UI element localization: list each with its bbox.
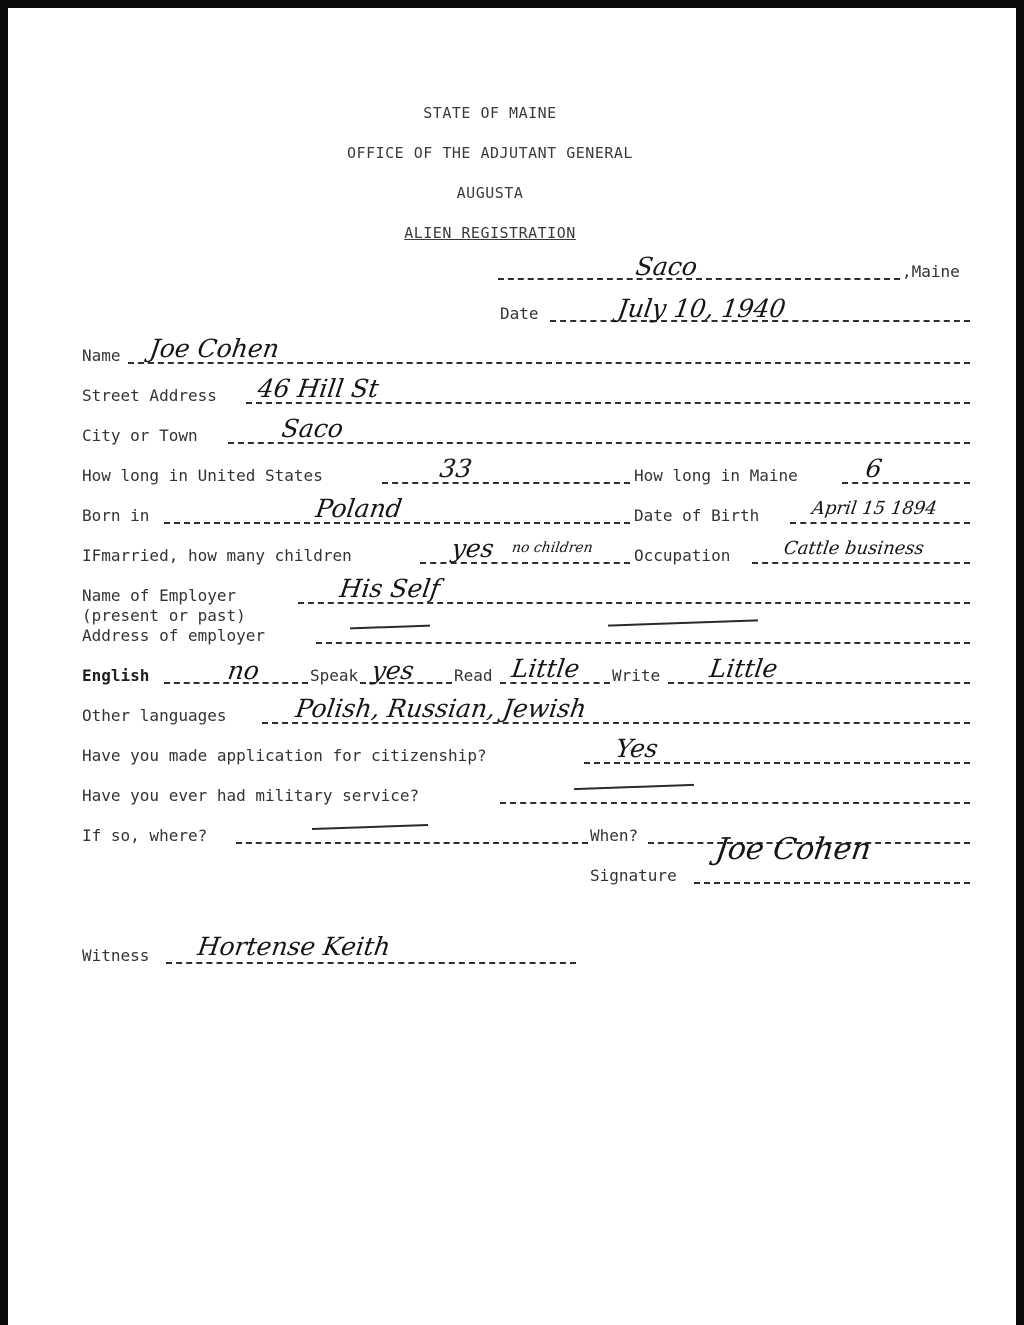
scan-edge-right xyxy=(1016,0,1024,1325)
speak-label: Speak xyxy=(310,666,359,685)
born-value: Poland xyxy=(313,494,404,523)
name-label: Name xyxy=(82,346,121,365)
scan-edge-top xyxy=(0,0,1024,8)
when-label: When? xyxy=(590,826,639,845)
years-maine-line xyxy=(842,482,970,484)
years-maine-value: 6 xyxy=(863,454,884,483)
other-languages-value: Polish, Russian, Jewish xyxy=(293,694,589,723)
citizenship-label: Have you made application for citizenship? xyxy=(82,746,487,765)
employer-value: His Self xyxy=(337,574,442,603)
dob-line xyxy=(790,522,970,524)
married-label: IFmarried, how many children xyxy=(82,546,352,565)
employer-address-line xyxy=(316,642,970,644)
military-line xyxy=(500,802,970,804)
english-value: no xyxy=(225,656,262,685)
dash-mark xyxy=(608,619,758,626)
maine-suffix: ,Maine xyxy=(902,262,960,281)
employer-address-label: Address of employer xyxy=(82,626,266,645)
town-value: Saco xyxy=(633,252,700,281)
header-office: OFFICE OF THE ADJUTANT GENERAL xyxy=(347,144,633,162)
employer-sub-label: (present or past) xyxy=(82,606,246,625)
years-us-label: How long in United States xyxy=(82,466,323,485)
header-state: STATE OF MAINE xyxy=(423,104,557,122)
name-value: Joe Cohen xyxy=(147,334,282,363)
signature-label: Signature xyxy=(590,866,677,885)
witness-line xyxy=(166,962,576,964)
street-value: 46 Hill St xyxy=(255,374,381,403)
employer-label: Name of Employer xyxy=(82,586,237,605)
date-value: July 10, 1940 xyxy=(615,294,788,323)
occupation-value: Cattle business xyxy=(782,538,926,559)
military-label: Have you ever had military service? xyxy=(82,786,420,805)
read-value: Little xyxy=(509,654,582,683)
date-label: Date xyxy=(500,304,539,323)
dob-label: Date of Birth xyxy=(634,506,760,525)
city-label: City or Town xyxy=(82,426,198,445)
occupation-label: Occupation xyxy=(634,546,731,565)
children-value: no children xyxy=(510,540,594,556)
speak-value: yes xyxy=(369,656,416,685)
dash-mark xyxy=(350,625,430,630)
dash-mark xyxy=(312,824,428,830)
citizenship-value: Yes xyxy=(613,734,661,763)
dash-mark xyxy=(574,784,694,790)
read-label: Read xyxy=(454,666,493,685)
other-languages-label: Other languages xyxy=(82,706,227,725)
write-label: Write xyxy=(612,666,661,685)
where-label: If so, where? xyxy=(82,826,208,845)
occupation-line xyxy=(752,562,970,564)
years-us-line xyxy=(382,482,630,484)
signature-value: Joe Cohen xyxy=(713,832,874,867)
born-label: Born in xyxy=(82,506,150,525)
married-value: yes xyxy=(449,534,496,563)
street-label: Street Address xyxy=(82,386,217,405)
witness-value: Hortense Keith xyxy=(195,932,393,961)
where-line xyxy=(236,842,588,844)
years-us-value: 33 xyxy=(437,454,474,483)
write-value: Little xyxy=(707,654,780,683)
header-title: ALIEN REGISTRATION xyxy=(404,224,576,242)
witness-label: Witness xyxy=(82,946,150,965)
signature-line xyxy=(694,882,970,884)
header-city: AUGUSTA xyxy=(456,184,524,202)
years-maine-label: How long in Maine xyxy=(634,466,798,485)
english-label: English xyxy=(82,666,150,685)
city-value: Saco xyxy=(279,414,346,443)
dob-value: April 15 1894 xyxy=(810,498,939,519)
town-line xyxy=(498,278,900,280)
